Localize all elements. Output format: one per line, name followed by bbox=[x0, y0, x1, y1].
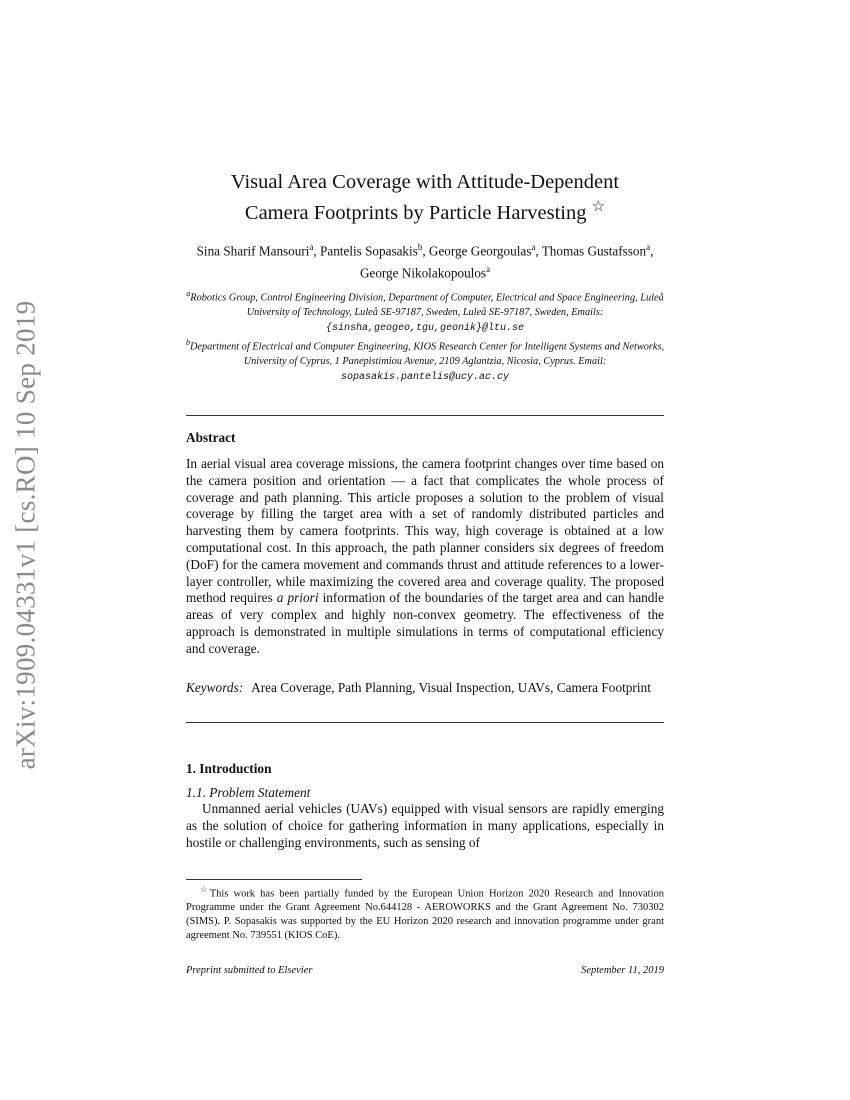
title-line-1: Visual Area Coverage with Attitude-Dependent bbox=[230, 171, 620, 193]
abstract-body: In aerial visual area coverage missions, the camera footprint changes over time based on the camera position and orientation — a fact that complicates the whole process of coverage and path planning. This article proposes a solution to the problem of visual coverage by filling the target area with a set of randomly distributed particles and harvesting them by camera footprints. This way, high coverage is obtained at a low computational cost. In this approach, the path planner considers six degrees of freedom (DoF) for the camera movement and commands thrust and attitude references to a lower-layer controller, while maximizing the covered area and coverage quality. The proposed method requires a priori information of the boundaries of the target area and can handle areas of very complex and highly non-convex geometry. The effectiveness of the approach is demonstrated in multiple simulations in terms of computational efficiency and coverage. bbox=[186, 456, 664, 656]
affiliation-a: $^a$Robotics Group, Control Engineering Division, Department of Computer, Electrical and Space Engineering, Luleå University of Technology, Luleå SE-97187, Sweden, Luleå SE-97187, Sweden, Emails: {sinsha,geogeo,tgu,geonik}@ltu.se bbox=[186, 289, 664, 334]
introduction-heading: 1. Introduction bbox=[186, 761, 272, 776]
email-a[interactable]: {sinsha,geogeo,tgu,geonik}@ltu.se bbox=[325, 322, 525, 334]
keywords-label: Keywords: bbox=[186, 680, 244, 695]
affiliations bbox=[180, 287, 670, 385]
author-5: George Nikolakopoulos bbox=[359, 265, 487, 281]
footnote-star-icon: ☆ bbox=[200, 885, 210, 894]
author-4: Thomas Gustafsson bbox=[541, 243, 647, 259]
abstract-heading: Abstract bbox=[186, 430, 236, 445]
introduction-body: Unmanned aerial vehicles (UAVs) equipped with visual sensors are rapidly emerging as the solution of choice for gathering information in many applications, especially in hostile or challenging environments, such as sensing of bbox=[186, 801, 664, 850]
author-3: George Georgoulas bbox=[428, 243, 532, 259]
author-2: Pantelis Sopasakis bbox=[320, 243, 418, 259]
keywords bbox=[186, 680, 664, 697]
keywords-text: Area Coverage, Path Planning, Visual Inspection, UAVs, Camera Footprint bbox=[251, 680, 651, 695]
footnote-rule bbox=[186, 879, 362, 880]
funding-footnote: ☆This work has been partially funded by the European Union Horizon 2020 Research and Innovation Programme under the Grant Agreement No.644128 - AEROWORKS and the Grant Agreement No. 730302 (SIMS). P. Sopasakis was supported by the EU Horizon 2020 research and innovation programme under grant agreement No. 739551 (KIOS CoE). bbox=[186, 885, 665, 941]
abstract-bottom-rule bbox=[186, 722, 664, 723]
author-1: Sina Sharif Mansouri bbox=[196, 243, 310, 259]
abstract-top-rule bbox=[186, 415, 664, 416]
preprint-note: Preprint submitted to Elsevier bbox=[186, 965, 313, 976]
preprint-date: September 11, 2019 bbox=[581, 965, 664, 976]
email-b[interactable]: sopasakis.pantelis@ucy.ac.cy bbox=[340, 371, 510, 383]
arxiv-stamp bbox=[4, 290, 48, 780]
problem-statement-heading: 1.1. Problem Statement bbox=[186, 785, 311, 800]
paper-title bbox=[150, 170, 700, 226]
author-list: Sina Sharif Mansouri$^a$, Pantelis Sopasakis$^b$, George Georgoulas$^a$, Thomas Gustafsson$^a$, George Nikolakopoulos$^a$ bbox=[196, 242, 654, 281]
title-line-2: Camera Footprints by Particle Harvesting ☆ bbox=[244, 199, 606, 224]
affiliation-b: $^b$Department of Electrical and Computer Engineering, KIOS Research Center for Intelligent Systems and Networks, University of Cyprus, 1 Panepistimiou Avenue, 2109 Aglantzia, Nicosia, Cyprus. Email: sopasakis.pantelis@ucy.ac.cy bbox=[185, 338, 665, 383]
title-star-icon: ☆ bbox=[591, 199, 606, 215]
arxiv-stamp-text: arXiv:1909.04331v1 [cs.RO] 10 Sep 2019 bbox=[10, 300, 41, 770]
